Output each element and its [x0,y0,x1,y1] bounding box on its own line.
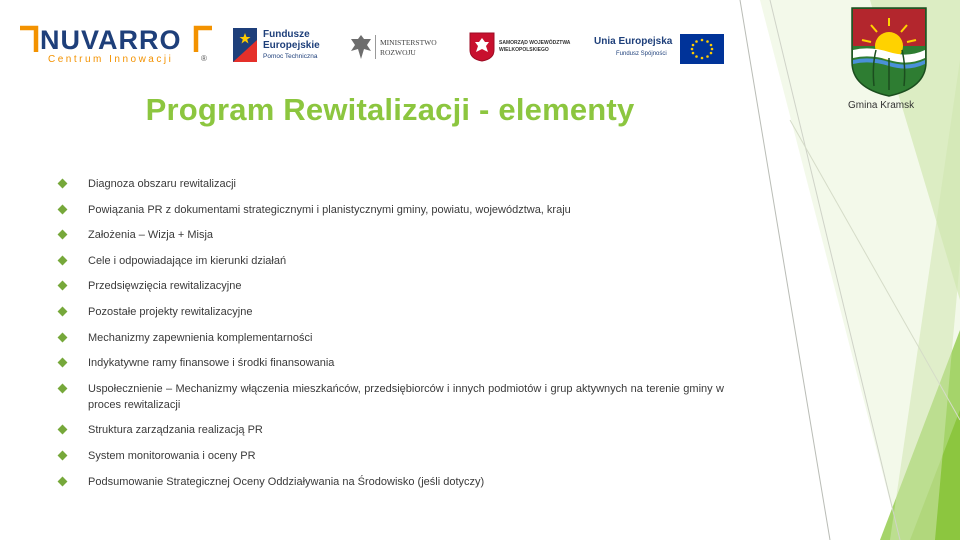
bullet-list [58,176,724,499]
slide-title: Program Rewitalizacji - elementy [145,92,635,127]
bullet-text: Diagnoza obszaru rewitalizacji [88,178,236,190]
crest-caption: Gmina Kramsk [848,100,915,111]
bullet-text: Pozostałe projekty rewitalizacyjne [88,305,253,318]
bullet-item [58,448,724,464]
region-line2: WIELKOPOLSKIEGO [499,47,549,53]
eagle-icon [349,33,373,61]
bullet-text: Założenia – Wizja + Misja [88,229,214,242]
diamond-bullet-icon [58,179,68,189]
diamond-bullet-icon [58,204,68,214]
eu-line1: Unia Europejska [594,36,673,47]
ministry-line2: ROZWOJU [380,48,416,57]
fundusze-europejskie-logo [233,28,325,64]
eu-line2: Fundusz Spójności [616,51,667,57]
bullet-item [58,355,724,371]
bullet-text: Cele i odpowiadające im kierunki działań [88,254,287,267]
ministry-divider [375,35,376,59]
diamond-bullet-icon [58,383,68,393]
registered-mark: ® [201,54,207,63]
bullet-text: Mechanizmy zapewnienia komplementarności [88,331,313,344]
diamond-bullet-icon [58,476,68,486]
ministry-line1: MINISTERSTWO [380,38,437,47]
diamond-bullet-icon [58,307,68,317]
diamond-bullet-icon [58,255,68,265]
bullet-item [58,474,724,490]
bullet-text: Indykatywne ramy finansowe i środki finansowania [88,357,335,370]
bullet-item [58,304,724,320]
diamond-bullet-icon [58,450,68,460]
bullet-text: Powiązania PR z dokumentami strategicznymi i planistycznymi gminy, powiatu, województwa, kraju [88,203,571,216]
bullet-text: Przedsięwzięcia rewitalizacyjne [88,280,242,293]
bullet-item [58,253,724,269]
gmina-kramsk-crest [850,6,928,98]
bullet-text: System monitorowania i oceny PR [88,449,256,462]
wielkopolska-logo [469,32,573,64]
region-line1: SAMORZĄD WOJEWÓDZTWA [499,40,571,46]
diamond-bullet-icon [58,332,68,342]
diamond-bullet-icon [58,281,68,291]
bullet-item [58,227,724,243]
nuvarro-subtitle: Centrum Innowacji [48,54,174,65]
nuvarro-wordmark: NUVARRO [40,25,182,55]
unia-europejska-logo [594,34,724,64]
diamond-bullet-icon [58,230,68,240]
bullet-text: Uspołecznienie – Mechanizmy włączenia mieszkańców, przedsiębiorców i innych podmiotów i grup aktywnych na terenie gminy w proces rewitalizacji [88,382,724,411]
bullet-text: Podsumowanie Strategicznej Oceny Oddziaływania na Środowisko (jeśli dotyczy) [88,475,485,488]
bullet-item [58,381,724,413]
bullet-text: Struktura zarządzania realizacją PR [88,424,263,437]
fe-line1: Fundusze [263,29,310,40]
ministerstwo-rozwoju-logo [349,33,445,65]
bullet-item [58,278,724,294]
bullet-item [58,202,724,218]
nuvarro-logo [18,24,214,68]
diamond-bullet-icon [58,358,68,368]
bullet-item [58,330,724,346]
diamond-bullet-icon [58,425,68,435]
wielkopolska-shield-icon [469,32,495,62]
fe-line2: Europejskie [263,40,320,51]
fe-star-icon [233,28,259,62]
eu-flag-icon [680,34,724,64]
bullet-item [58,422,724,438]
fe-line3: Pomoc Techniczna [263,53,318,60]
bullet-item [58,176,724,192]
